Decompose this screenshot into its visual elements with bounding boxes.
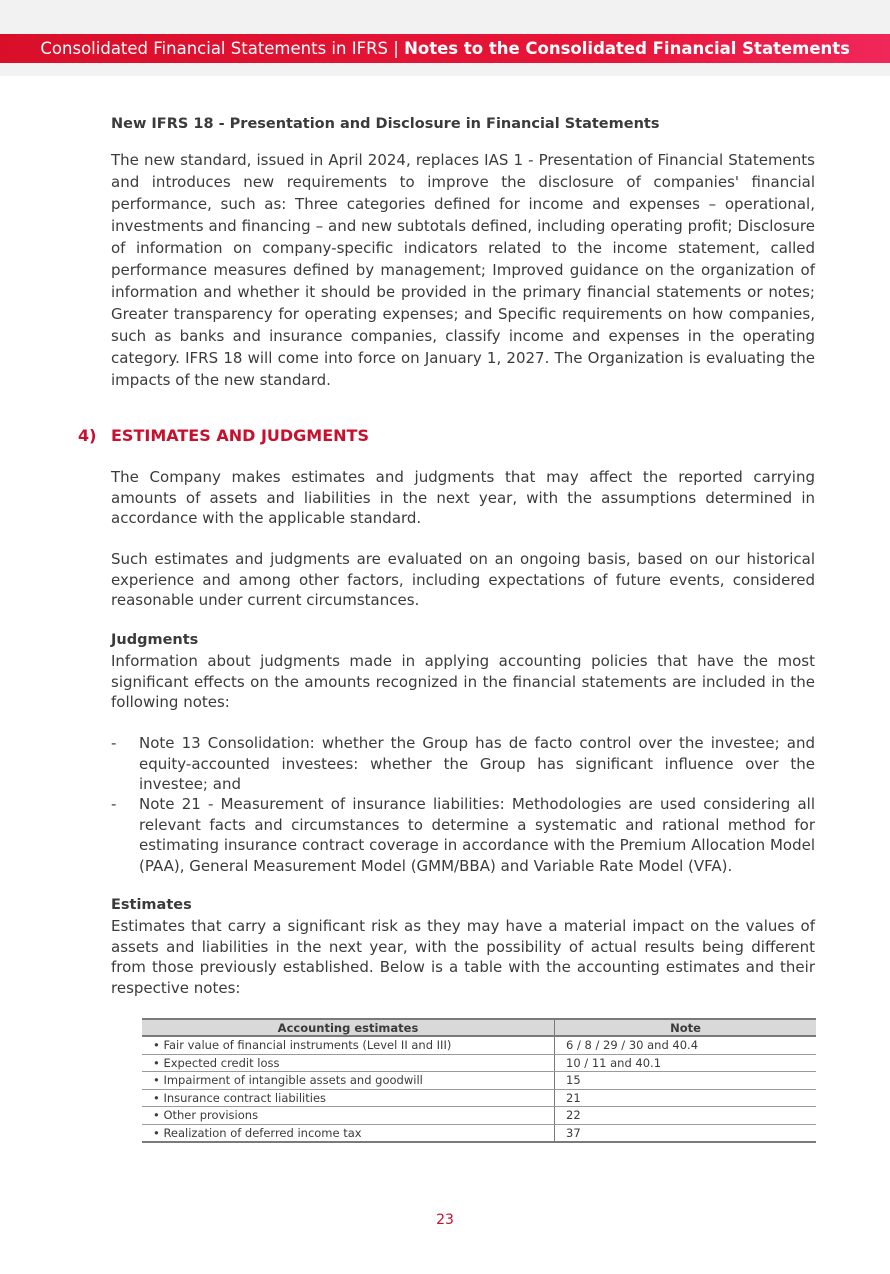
judgment-item-text: Note 21 - Measurement of insurance liabilities: Methodologies are used considering all relevant facts and circumstances to determine a systematic and rational method for estimating insurance contract coverage in accordance with the Premium Allocation Model (PAA), General Measurement Model (GMM/BBA) and Variable Rate Model (VFA). xyxy=(139,795,815,875)
table-row xyxy=(142,1124,816,1142)
section-number: 4) xyxy=(78,426,97,445)
page-number: 23 xyxy=(436,1212,454,1228)
estimates-table xyxy=(142,1018,816,1143)
judgment-item-text: Note 13 Consolidation: whether the Group has de facto control over the investee; and equity-accounted investees: whether the Group has significant influence over the investee; and xyxy=(139,734,815,793)
judgments-title: Judgments xyxy=(111,632,199,648)
ifrs18-title: New IFRS 18 - Presentation and Disclosure in Financial Statements xyxy=(111,116,660,132)
table-header-estimates: Accounting estimates xyxy=(142,1019,555,1036)
table-row xyxy=(142,1107,816,1125)
table-header-row xyxy=(142,1019,816,1036)
table-row xyxy=(142,1054,816,1072)
section-para-2: Such estimates and judgments are evaluated on an ongoing basis, based on our historical experience and among other factors, including expectations of future events, considered reasonable under current circumstances. xyxy=(111,550,815,609)
note-cell: 21 xyxy=(555,1089,817,1107)
bullet-dash: - xyxy=(111,795,117,813)
note-cell: 22 xyxy=(555,1107,817,1125)
note-cell: 10 / 11 and 40.1 xyxy=(555,1054,817,1072)
estimate-cell: • Expected credit loss xyxy=(142,1054,555,1072)
header-bar xyxy=(0,34,890,63)
header-right: Notes to the Consolidated Financial Statements xyxy=(404,39,850,58)
note-cell: 6 / 8 / 29 / 30 and 40.4 xyxy=(555,1036,817,1054)
table-header-note: Note xyxy=(555,1019,817,1036)
header-separator: | xyxy=(388,39,405,58)
estimates-title: Estimates xyxy=(111,897,192,913)
section-heading xyxy=(78,426,369,445)
section-para-1: The Company makes estimates and judgments that may affect the reported carrying amounts of assets and liabilities in the next year, with the assumptions determined in accordance with the applicable standard. xyxy=(111,468,815,527)
estimate-cell: • Fair value of financial instruments (Level II and III) xyxy=(142,1036,555,1054)
estimate-cell: • Other provisions xyxy=(142,1107,555,1125)
note-cell: 15 xyxy=(555,1072,817,1090)
judgment-item xyxy=(111,794,815,876)
estimate-cell: • Insurance contract liabilities xyxy=(142,1089,555,1107)
table-row xyxy=(142,1089,816,1107)
table-row xyxy=(142,1036,816,1054)
bullet-dash: - xyxy=(111,734,117,752)
estimates-intro: Estimates that carry a significant risk as they may have a material impact on the values of assets and liabilities in the next year, with the possibility of actual results being different from those previously established. Below is a table with the accounting estimates and their respective notes: xyxy=(111,917,815,997)
table-row xyxy=(142,1072,816,1090)
judgments-intro: Information about judgments made in applying accounting policies that have the most significant effects on the amounts recognized in the financial statements are included in the following notes: xyxy=(111,652,815,711)
header-left: Consolidated Financial Statements in IFRS xyxy=(40,39,389,58)
estimate-cell: • Realization of deferred income tax xyxy=(142,1124,555,1142)
note-cell: 37 xyxy=(555,1124,817,1142)
judgment-item xyxy=(111,733,815,795)
estimate-cell: • Impairment of intangible assets and goodwill xyxy=(142,1072,555,1090)
section-title: ESTIMATES AND JUDGMENTS xyxy=(111,426,369,445)
ifrs18-body: The new standard, issued in April 2024, replaces IAS 1 - Presentation of Financial Statements and introduces new requirements to improve the disclosure of companies' financial performance, such as: Three categories defined for income and expenses – operational, investments and financing – and new subtotals defined, including operating profit; Disclosure of information on company-specific indicators related to the income statement, called performance measures defined by management; Improved guidance on the organization of information and whether it should be provided in the primary financial statements or notes; Greater transparency for operating expenses; and Specific requirements on how companies, such as banks and insurance companies, classify income and expenses in the operating category. IFRS 18 will come into force on January 1, 2027. The Organization is evaluating the impacts of the new standard. xyxy=(111,151,815,389)
